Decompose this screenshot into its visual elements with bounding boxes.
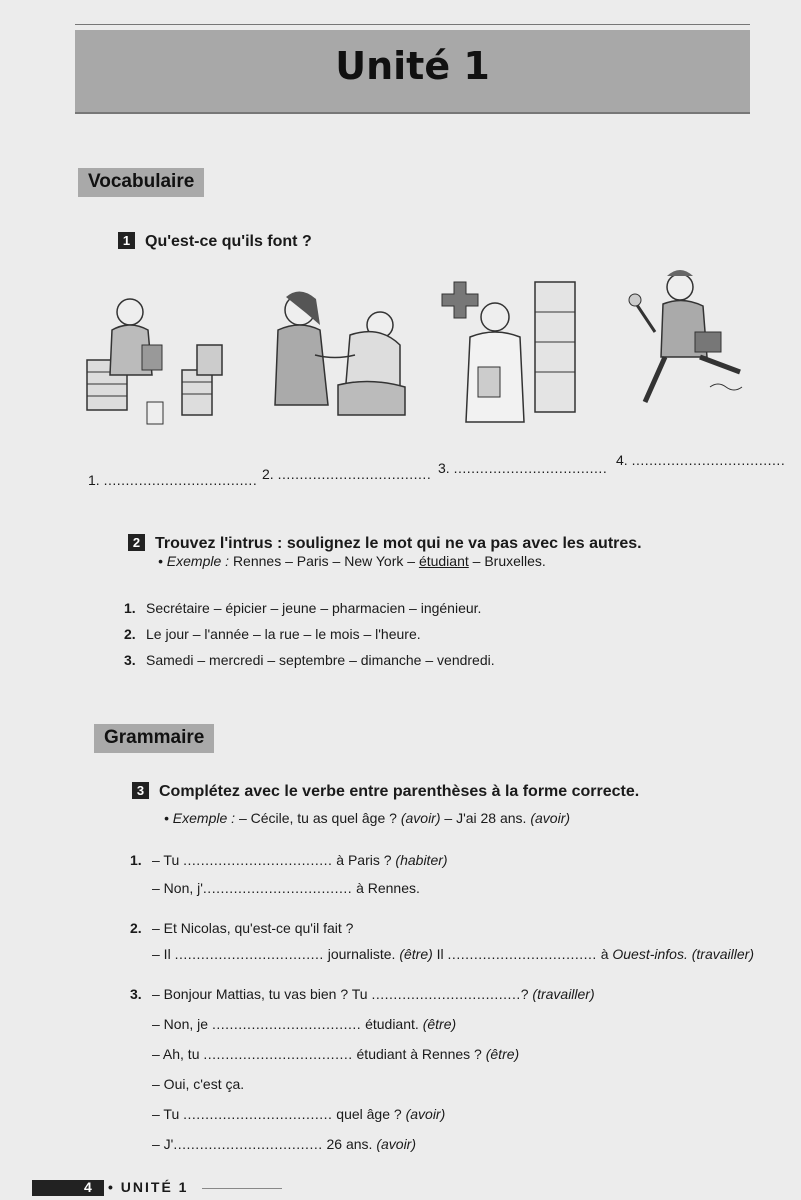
doctor-illustration (250, 285, 415, 435)
exercise-number: 3 (132, 782, 149, 799)
exercise-number: 1 (118, 232, 135, 249)
q3-line-6[interactable]: – J'.................................. 26 ans. (avoir) (152, 1136, 416, 1152)
top-rule (75, 24, 750, 25)
q3-line-4: – Oui, c'est ça. (152, 1076, 245, 1092)
footer-page-box (32, 1180, 104, 1196)
bookseller-illustration (82, 290, 227, 440)
footer-page-number: 4 (84, 1179, 92, 1195)
exercise-number: 2 (128, 534, 145, 551)
answer-line-3[interactable]: 3. ................................... (438, 460, 608, 476)
exercise-2-title: 2 Trouvez l'intrus : soulignez le mot qui ne va pas avec les autres. (128, 534, 642, 553)
q3-line-1[interactable]: 3. – Bonjour Mattias, tu vas bien ? Tu ..................................? (travailler) (130, 986, 595, 1002)
answer-line-4[interactable]: 4. ................................... (616, 452, 786, 468)
q2-line-2[interactable]: – Il .................................. journaliste. (être) Il .................................. à Ouest-infos. (travailler) (152, 946, 754, 962)
postman-illustration (625, 262, 770, 417)
section-vocabulaire: Vocabulaire (78, 168, 204, 197)
answer-line-2[interactable]: 2. ................................... (262, 466, 432, 482)
title-band (75, 30, 750, 114)
footer-rule (202, 1188, 282, 1189)
exercise-3-example: • Exemple : – Cécile, tu as quel âge ? (avoir) – J'ai 28 ans. (avoir) (164, 810, 571, 826)
q1-line-2[interactable]: – Non, j'.................................. à Rennes. (152, 880, 420, 896)
exercise-2-item-2[interactable]: 2. Le jour – l'année – la rue – le mois – l'heure. (124, 626, 421, 642)
q2-line-1: 2. – Et Nicolas, qu'est-ce qu'il fait ? (130, 920, 354, 936)
exercise-2-item-3[interactable]: 3. Samedi – mercredi – septembre – dimanche – vendredi. (124, 652, 495, 668)
section-grammaire: Grammaire (94, 724, 214, 753)
q1-line-1[interactable]: 1. – Tu .................................. à Paris ? (habiter) (130, 852, 448, 868)
q3-line-5[interactable]: – Tu .................................. quel âge ? (avoir) (152, 1106, 446, 1122)
q3-line-3[interactable]: – Ah, tu .................................. étudiant à Rennes ? (être) (152, 1046, 520, 1062)
exercise-1-title: 1 Qu'est-ce qu'ils font ? (118, 232, 312, 251)
footer-unit-label: • UNITÉ 1 (108, 1179, 189, 1195)
exercise-3-title: 3 Complétez avec le verbe entre parenthèses à la forme correcte. (132, 782, 639, 801)
pharmacist-illustration (440, 272, 585, 432)
exercise-2-example: • Exemple : Rennes – Paris – New York – étudiant – Bruxelles. (158, 553, 546, 569)
q3-line-2[interactable]: – Non, je .................................. étudiant. (être) (152, 1016, 457, 1032)
exercise-2-item-1[interactable]: 1. Secrétaire – épicier – jeune – pharmacien – ingénieur. (124, 600, 482, 616)
page-title: Unité 1 (335, 44, 490, 88)
answer-line-1[interactable]: 1. ................................... (88, 472, 258, 488)
